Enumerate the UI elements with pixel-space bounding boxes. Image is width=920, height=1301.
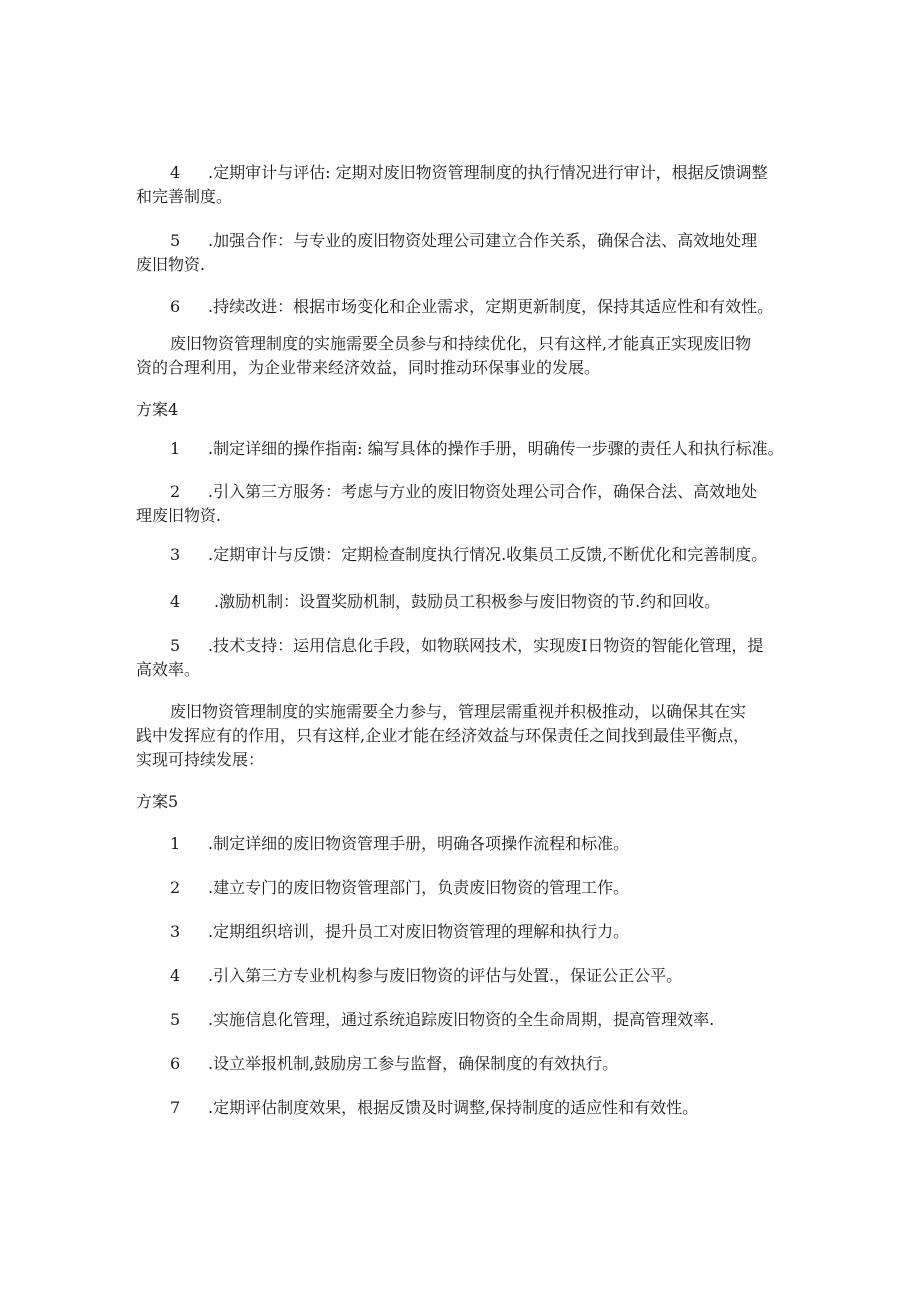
plan5-item-7 <box>136 1096 830 1120</box>
item-text: .建立专门的废旧物资管理部门，负责废旧物资的管理工作。 <box>208 878 630 897</box>
item-number: 1 <box>170 834 181 853</box>
plan5-item-1 <box>136 832 830 856</box>
item-text: .制定详细的操作指南: 编写具体的操作手册，明确传一步骤的责任人和执行标准。 <box>208 439 784 458</box>
item-text: .技术支持：运用信息化手段，如物联网技术，实现废I日物资的智能化管理，提 <box>208 636 764 655</box>
item-number: 2 <box>170 878 181 897</box>
plan4-item-5-line2: 高效率。 <box>136 660 201 679</box>
item-number: 5 <box>170 1010 181 1029</box>
item-number: 5 <box>170 231 181 250</box>
item-number: 2 <box>170 482 181 501</box>
item-number: 3 <box>170 545 181 564</box>
plan5-item-5 <box>136 1008 830 1032</box>
plan4-item-2-line1 <box>136 480 830 504</box>
item-s3-5-line1 <box>136 229 830 253</box>
plan4-item-5-line1 <box>136 634 830 658</box>
item-text: .定期评估制度效果，根据反馈及时调整,保持制度的适应性和有效性。 <box>208 1098 699 1117</box>
item-text: .引入第三方专业机构参与废旧物资的评估与处置.，保证公正公平。 <box>208 966 683 985</box>
plan4-item-4 <box>136 590 830 614</box>
item-number: 6 <box>170 1054 181 1073</box>
item-s3-5-line2: 废旧物资. <box>136 255 206 274</box>
item-number: 1 <box>170 439 181 458</box>
item-text: .激励机制：设置奖励机制，鼓励员工积极参与废旧物资的节.约和回收。 <box>214 592 721 611</box>
item-text: .实施信息化管理，通过系统追踪废旧物资的全生命周期，提高管理效率. <box>208 1010 715 1029</box>
item-s3-4-line1 <box>136 161 830 185</box>
item-number: 4 <box>170 966 181 985</box>
plan5-item-6 <box>136 1052 830 1076</box>
item-text: .持续改进：根据市场变化和企业需求，定期更新制度，保持其适应性和有效性。 <box>208 297 774 316</box>
item-text: .引入第三方服务：考虑与方业的废旧物资处理公司合作，确保合法、高效地处 <box>208 482 758 501</box>
item-text: .定期审计与评估: 定期对废旧物资管理制度的执行情况进行审计，根据反馈调整 <box>208 163 768 182</box>
summary-s3-line1: 废旧物资管理制度的实施需要全员参与和持续优化，只有这样,才能真正实现废旧物 <box>170 334 752 353</box>
item-text: .制定详细的废旧物资管理手册，明确各项操作流程和标准。 <box>208 834 630 853</box>
item-s3-6-line1 <box>136 295 830 319</box>
plan5-item-3 <box>136 920 830 944</box>
plan5-title: 方案5 <box>136 792 179 811</box>
item-number: 6 <box>170 297 181 316</box>
plan4-summary-line1: 废旧物资管理制度的实施需要全力参与，管理层需重视并积极推动，以确保其在实 <box>170 702 747 721</box>
item-text: .定期组织培训，提升员工对废旧物资管理的理解和执行力。 <box>208 922 630 941</box>
plan4-item-1 <box>136 437 830 461</box>
item-s3-4-line2: 和完善制度。 <box>136 187 233 206</box>
plan4-summary-line3: 实现可持续发展： <box>136 750 265 769</box>
plan5-item-4 <box>136 964 830 988</box>
item-number: 7 <box>170 1098 181 1117</box>
item-number: 5 <box>170 636 181 655</box>
plan5-item-2 <box>136 876 830 900</box>
item-number: 3 <box>170 922 181 941</box>
plan4-title: 方案4 <box>136 400 179 419</box>
item-text: .加强合作：与专业的废旧物资处理公司建立合作关系，确保合法、高效地处理 <box>208 231 758 250</box>
item-text: .设立举报机制,鼓励房工参与监督，确保制度的有效执行。 <box>208 1054 619 1073</box>
plan4-summary-line2: 践中发挥应有的作用，只有这样,企业才能在经济效益与环保责任之间找到最佳平衡点， <box>136 726 750 745</box>
item-text: .定期审计与反馈：定期检查制度执行情况.收集员工反馈,不断优化和完善制度。 <box>208 545 768 564</box>
item-number: 4 <box>170 592 181 611</box>
item-number: 4 <box>170 163 181 182</box>
plan4-item-2-line2: 理废旧物资. <box>136 506 222 525</box>
summary-s3-line2: 资的合理利用，为企业带来经济效益，同时推动环保事业的发展。 <box>136 358 601 377</box>
plan4-item-3 <box>136 543 830 567</box>
